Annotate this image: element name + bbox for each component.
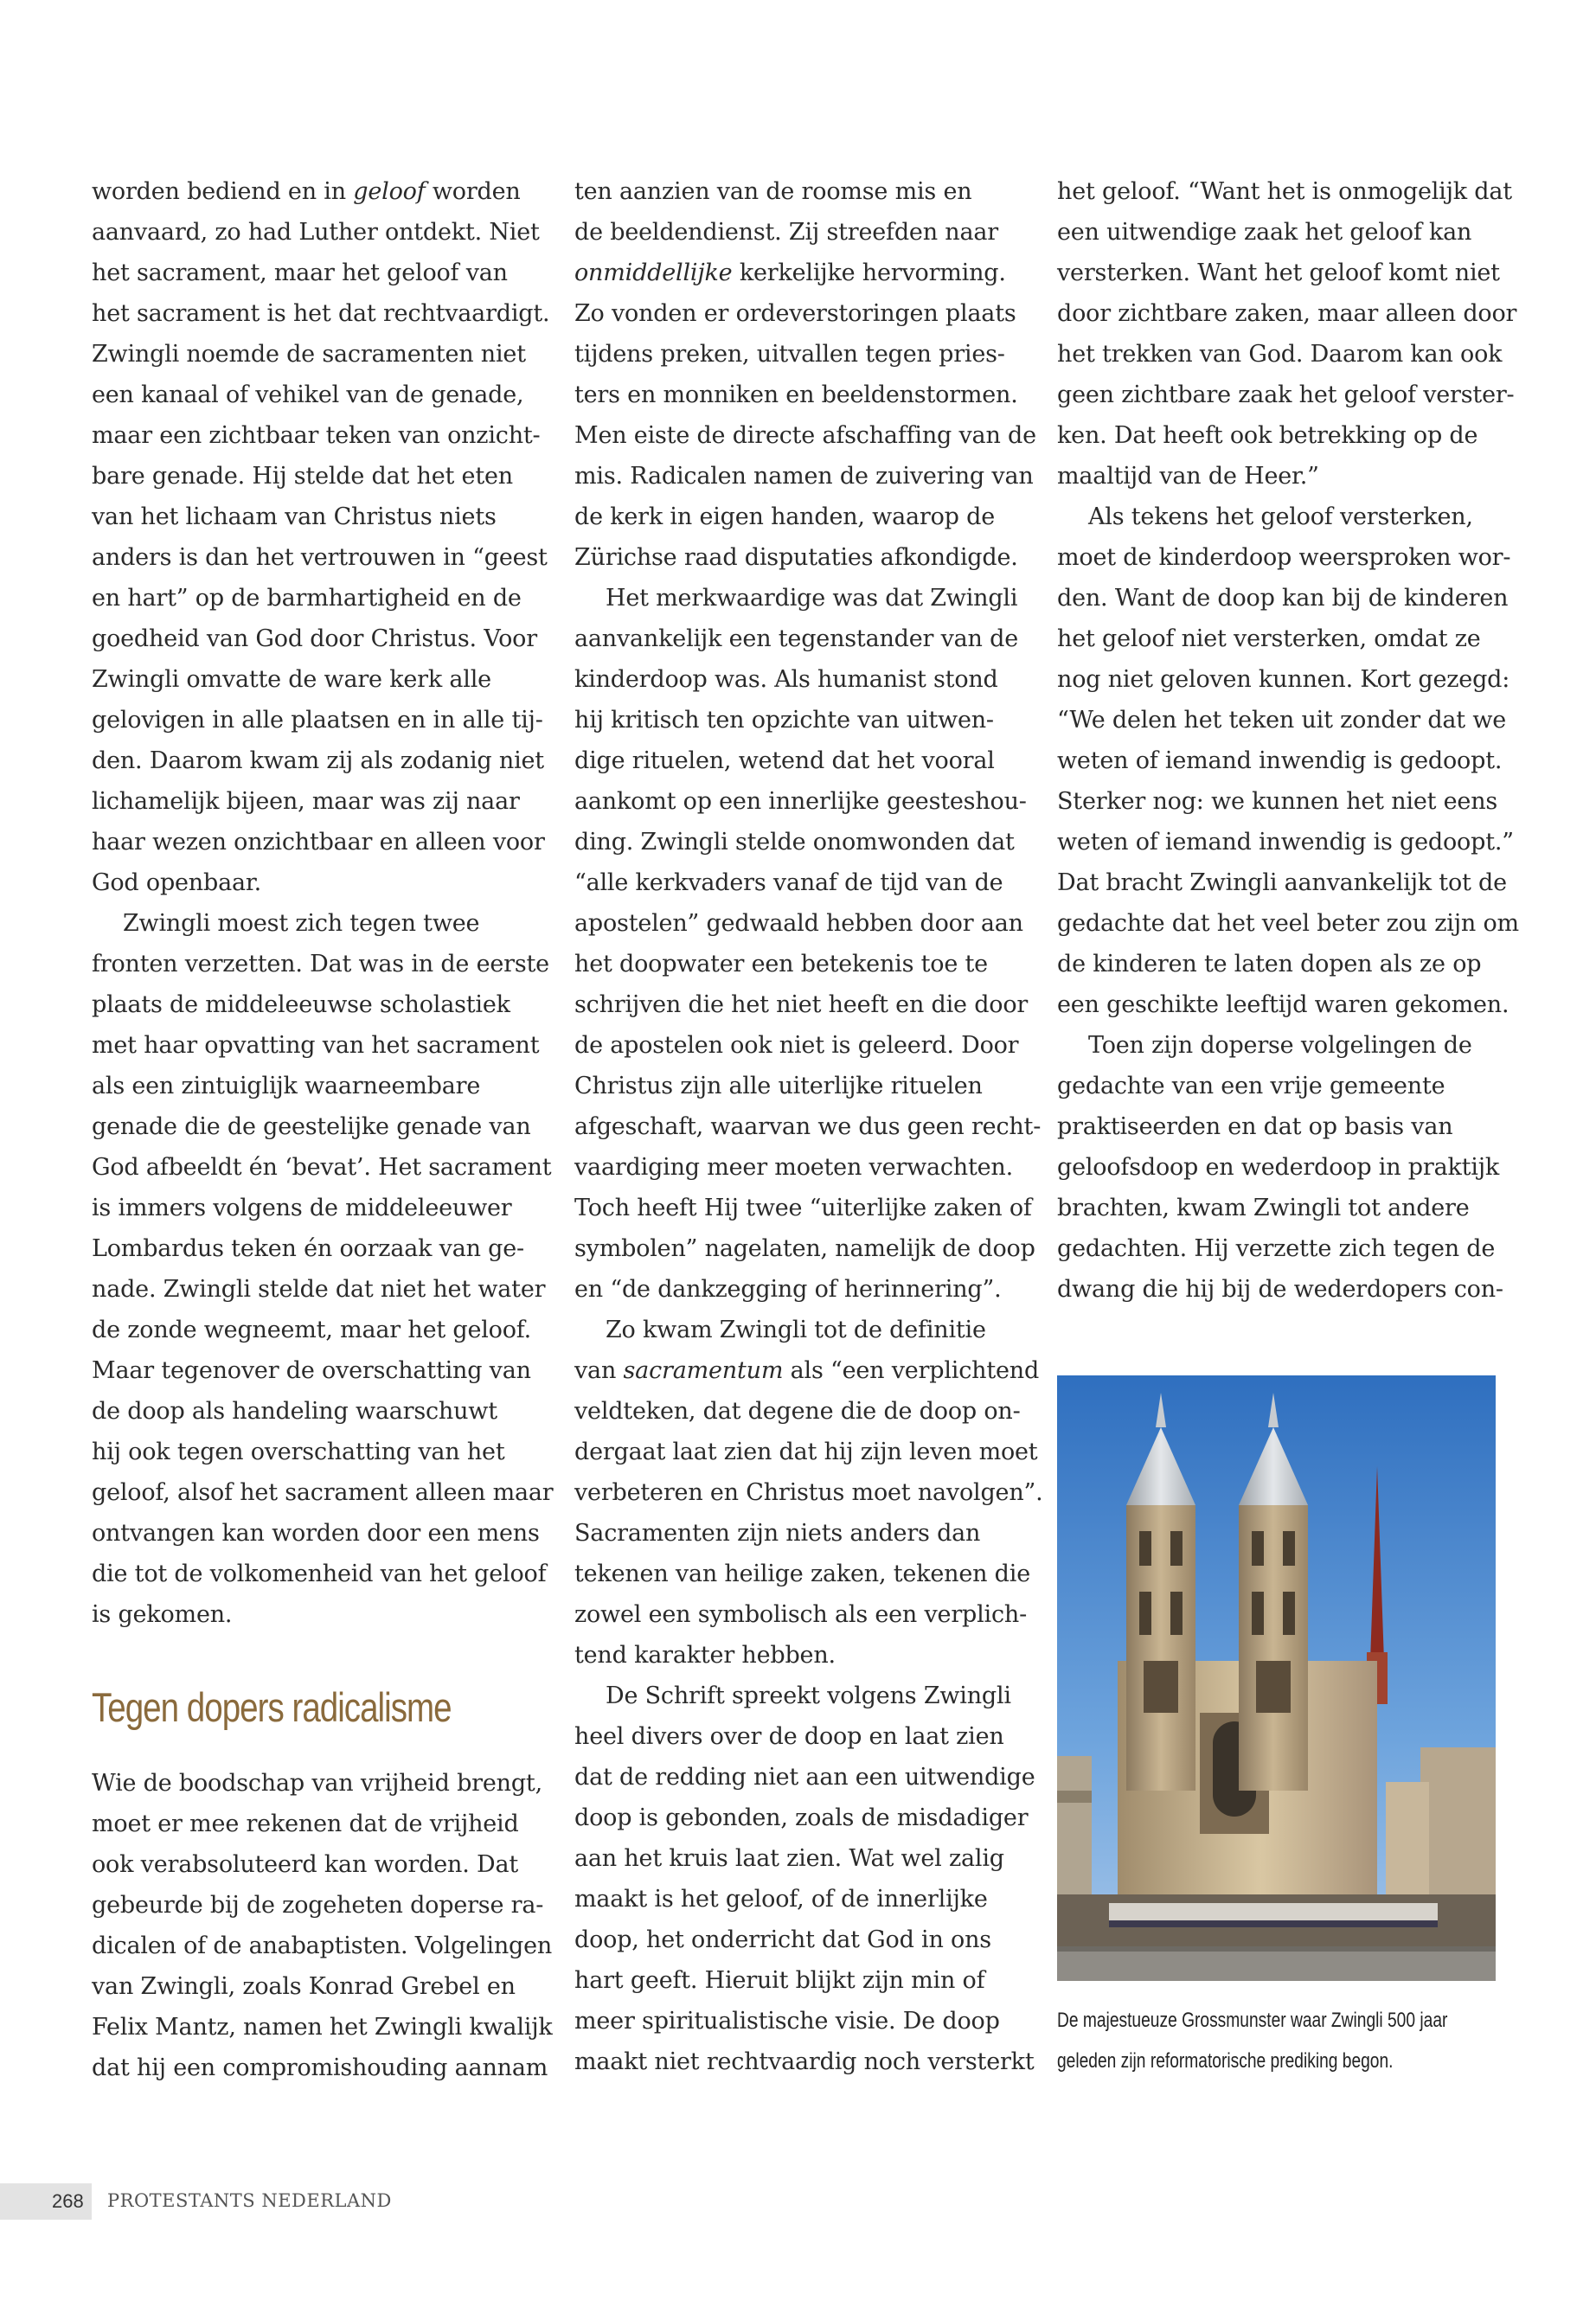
text-line: als een zintuiglijk waarneembare: [92, 1073, 481, 1099]
paragraph: [1057, 1025, 1505, 1310]
text-line: tijdens preken, uitvallen tegen pries-: [574, 341, 1005, 368]
text-line: de zonde wegneemt, maar het geloof.: [92, 1317, 532, 1343]
text-line: apostelen” gedwaald hebben door aan: [574, 910, 1023, 937]
text-line: is immers volgens de middeleeuwer: [92, 1195, 512, 1221]
text-line: van het lichaam van Christus niets: [92, 503, 497, 530]
text-line: geloofsdoop en wederdoop in praktijk: [1057, 1154, 1500, 1181]
grossmunster-photo: [1057, 1375, 1496, 1981]
section-heading: Tegen dopers radicalisme: [92, 1684, 452, 1730]
text-line: anders is dan het vertrouwen in “geest: [92, 544, 548, 571]
text-line: kinderdoop was. Als humanist stond: [574, 666, 998, 693]
text-line: den. Want de doop kan bij de kinderen: [1057, 585, 1509, 612]
text-line: praktiseerden en dat op basis van: [1057, 1113, 1453, 1140]
text-line: De Schrift spreekt volgens Zwingli: [606, 1682, 1011, 1709]
text-line: geen zichtbare zaak het geloof verster-: [1057, 381, 1515, 408]
text-line: dat de redding niet aan een uitwendige: [574, 1764, 1035, 1791]
text-line: God afbeeldt én ‘bevat’. Het sacrament: [92, 1154, 552, 1181]
text-line: een geschikte leeftijd waren gekomen.: [1057, 991, 1509, 1018]
text-line: versterken. Want het geloof komt niet: [1057, 260, 1500, 286]
text-line: het doopwater een betekenis toe te: [574, 951, 988, 977]
paragraph: [1057, 497, 1519, 1025]
text-line: hij ook tegen overschatting van het: [92, 1439, 505, 1465]
text-line: dat hij een compromishouding aannam: [92, 2054, 548, 2081]
text-line: de apostelen ook niet is geleerd. Door: [574, 1032, 1019, 1059]
text-line: plaats de middeleeuwse scholastiek: [92, 991, 510, 1018]
text-line: schrijven die het niet heeft en die door: [574, 991, 1029, 1018]
text-line: Zo vonden er ordeverstoringen plaats: [574, 300, 1016, 327]
paragraph: [574, 578, 1042, 1310]
paragraph: [92, 171, 550, 903]
text-line: onmiddellijke kerkelijke hervorming.: [574, 260, 1006, 286]
text-line: moet er mee rekenen dat de vrijheid: [92, 1811, 519, 1837]
text-line: heel divers over de doop en laat zien: [574, 1723, 1004, 1750]
text-line: ook verabsoluteerd kan worden. Dat: [92, 1851, 519, 1878]
text-line: Dat bracht Zwingli aanvankelijk tot de: [1057, 869, 1507, 896]
text-line: hart geeft. Hieruit blijkt zijn min of: [574, 1967, 985, 1994]
text-column-2: [574, 171, 1043, 2082]
text-line: geloof, alsof het sacrament alleen maar: [92, 1479, 554, 1506]
text-line: aanvankelijk een tegenstander van de: [574, 625, 1018, 652]
text-line: Christus zijn alle uiterlijke rituelen: [574, 1073, 983, 1099]
text-line: aan het kruis laat zien. Wat wel zalig: [574, 1845, 1004, 1872]
text-line: Sterker nog: we kunnen het niet eens: [1057, 788, 1498, 815]
text-line: en hart” op de barmhartigheid en de: [92, 585, 522, 612]
text-line: tekenen van heilige zaken, tekenen die: [574, 1561, 1030, 1587]
text-line: maakt niet rechtvaardig noch versterkt: [574, 2048, 1035, 2075]
text-line: dergaat laat zien dat hij zijn leven moet: [574, 1439, 1038, 1465]
text-line: Maar tegenover de overschatting van: [92, 1357, 531, 1384]
text-line: het sacrament is het dat rechtvaardigt.: [92, 300, 550, 327]
text-line: het trekken van God. Daarom kan ook: [1057, 341, 1503, 368]
text-line: doop, het onderricht dat God in ons: [574, 1926, 991, 1953]
text-line: gedachte dat het veel beter zou zijn om: [1057, 910, 1519, 937]
text-line: meer spiritualistische visie. De doop: [574, 2008, 1000, 2035]
text-line: het geloof. “Want het is onmogelijk dat: [1057, 178, 1512, 205]
text-line: dige rituelen, wetend dat het vooral: [574, 747, 995, 774]
text-line: ontvangen kan worden door een mens: [92, 1520, 540, 1547]
text-line: Als tekens het geloof versterken,: [1088, 503, 1473, 530]
text-line: Lombardus teken én oorzaak van ge-: [92, 1235, 524, 1262]
text-line: zowel een symbolisch als een verplich-: [574, 1601, 1028, 1628]
text-line: weten of iemand inwendig is gedoopt.”: [1057, 829, 1514, 856]
text-line: de kerk in eigen handen, waarop de: [574, 503, 995, 530]
text-line: door zichtbare zaken, maar alleen door: [1057, 300, 1517, 327]
text-line: goedheid van God door Christus. Voor: [92, 625, 537, 652]
text-line: een kanaal of vehikel van de genade,: [92, 381, 524, 408]
text-line: is gekomen.: [92, 1601, 233, 1628]
text-line: “alle kerkvaders vanaf de tijd van de: [574, 869, 1003, 896]
text-line: maar een zichtbaar teken van onzicht-: [92, 422, 541, 449]
text-line: bare genade. Hij stelde dat het eten: [92, 463, 513, 490]
text-line: lichamelijk bijeen, maar was zij naar: [92, 788, 520, 815]
paragraph: [92, 903, 554, 1635]
text-line: gedachten. Hij verzette zich tegen de: [1057, 1235, 1496, 1262]
text-line: doop is gebonden, zoals de misdadiger: [574, 1804, 1029, 1831]
text-line: Zwingli moest zich tegen twee: [123, 910, 480, 937]
text-line: mis. Radicalen namen de zuivering van: [574, 463, 1034, 490]
text-line: het sacrament, maar het geloof van: [92, 260, 508, 286]
paragraph: [574, 171, 1036, 578]
text-line: Zürichse raad disputaties afkondigde.: [574, 544, 1018, 571]
text-line: hij kritisch ten opzichte van uitwen-: [574, 707, 994, 734]
caption-line: geleden zijn reformatorische prediking begon.: [1057, 2049, 1394, 2073]
text-line: genade die de geestelijke genade van: [92, 1113, 531, 1140]
text-line: dwang die hij bij de wederdopers con-: [1057, 1276, 1503, 1303]
text-line: symbolen” nagelaten, namelijk de doop: [574, 1235, 1035, 1262]
text-line: “We delen het teken uit zonder dat we: [1057, 707, 1507, 734]
text-line: Zo kwam Zwingli tot de definitie: [606, 1317, 986, 1343]
text-line: Zwingli omvatte de ware kerk alle: [92, 666, 491, 693]
text-line: Men eiste de directe afschaffing van de: [574, 422, 1036, 449]
text-line: nade. Zwingli stelde dat niet het water: [92, 1276, 546, 1303]
text-line: Zwingli noemde de sacramenten niet: [92, 341, 526, 368]
text-line: ken. Dat heeft ook betrekking op de: [1057, 422, 1478, 449]
caption-line: De majestueuze Grossmunster waar Zwingli 500 jaar: [1057, 2009, 1448, 2032]
text-line: ters en monniken en beeldenstormen.: [574, 381, 1018, 408]
text-line: ding. Zwingli stelde onomwonden dat: [574, 829, 1015, 856]
text-line: met haar opvatting van het sacrament: [92, 1032, 540, 1059]
text-line: moet de kinderdoop weersproken wor-: [1057, 544, 1511, 571]
text-line: van sacramentum als “een verplichtend: [574, 1357, 1040, 1384]
text-line: het geloof niet versterken, omdat ze: [1057, 625, 1481, 652]
text-line: gebeurde bij de zogeheten doperse ra-: [92, 1892, 544, 1919]
text-line: afgeschaft, waarvan we dus geen recht-: [574, 1113, 1042, 1140]
text-line: haar wezen onzichtbaar en alleen voor: [92, 829, 545, 856]
text-line: aanvaard, zo had Luther ontdekt. Niet: [92, 219, 540, 246]
text-line: God openbaar.: [92, 869, 261, 896]
text-column-3: [1057, 171, 1519, 1310]
text-line: gedachte van een vrije gemeente: [1057, 1073, 1445, 1099]
text-line: van Zwingli, zoals Konrad Grebel en: [92, 1973, 516, 2000]
text-line: de doop als handeling waarschuwt: [92, 1398, 497, 1425]
paragraph: [574, 1676, 1035, 2082]
text-line: nog niet geloven kunnen. Kort gezegd:: [1057, 666, 1510, 693]
page-number: 268: [52, 2190, 84, 2212]
text-line: vaardiging meer moeten verwachten.: [574, 1154, 1013, 1181]
text-line: Toen zijn doperse volgelingen de: [1088, 1032, 1472, 1059]
text-line: veldteken, dat degene die de doop on-: [574, 1398, 1021, 1425]
text-line: tend karakter hebben.: [574, 1642, 836, 1669]
text-line: fronten verzetten. Dat was in de eerste: [92, 951, 549, 977]
publication-name: PROTESTANTS NEDERLAND: [107, 2190, 392, 2211]
photo-caption: [1057, 2000, 1448, 2081]
text-line: gelovigen in alle plaatsen en in alle tij-: [92, 707, 543, 734]
text-line: een uitwendige zaak het geloof kan: [1057, 219, 1472, 246]
text-line: den. Daarom kwam zij als zodanig niet: [92, 747, 544, 774]
text-line: worden bediend en in geloof worden: [92, 178, 521, 205]
text-line: ten aanzien van de roomse mis en: [574, 178, 972, 205]
text-line: Felix Mantz, namen het Zwingli kwalijk: [92, 2014, 553, 2041]
paragraph: [92, 1763, 553, 2088]
text-line: Sacramenten zijn niets anders dan: [574, 1520, 981, 1547]
text-line: Toch heeft Hij twee “uiterlijke zaken of: [574, 1195, 1032, 1221]
text-line: aankomt op een innerlijke geesteshou-: [574, 788, 1027, 815]
text-line: maaltijd van de Heer.”: [1057, 463, 1319, 490]
text-line: dicalen of de anabaptisten. Volgelingen: [92, 1932, 553, 1959]
text-line: brachten, kwam Zwingli tot andere: [1057, 1195, 1470, 1221]
text-line: Wie de boodschap van vrijheid brengt,: [92, 1770, 542, 1797]
text-line: weten of iemand inwendig is gedoopt.: [1057, 747, 1503, 774]
text-line: die tot de volkomenheid van het geloof: [92, 1561, 547, 1587]
text-line: de kinderen te laten dopen als ze op: [1057, 951, 1482, 977]
text-line: de beeldendienst. Zij streefden naar: [574, 219, 998, 246]
text-line: en “de dankzegging of herinnering”.: [574, 1276, 1002, 1303]
text-line: maakt is het geloof, of de innerlijke: [574, 1886, 988, 1913]
text-line: Het merkwaardige was dat Zwingli: [606, 585, 1018, 612]
text-line: verbeteren en Christus moet navolgen”.: [574, 1479, 1043, 1506]
paragraph: [1057, 171, 1517, 497]
text-column-1: [92, 171, 554, 2088]
paragraph: [574, 1310, 1043, 1676]
